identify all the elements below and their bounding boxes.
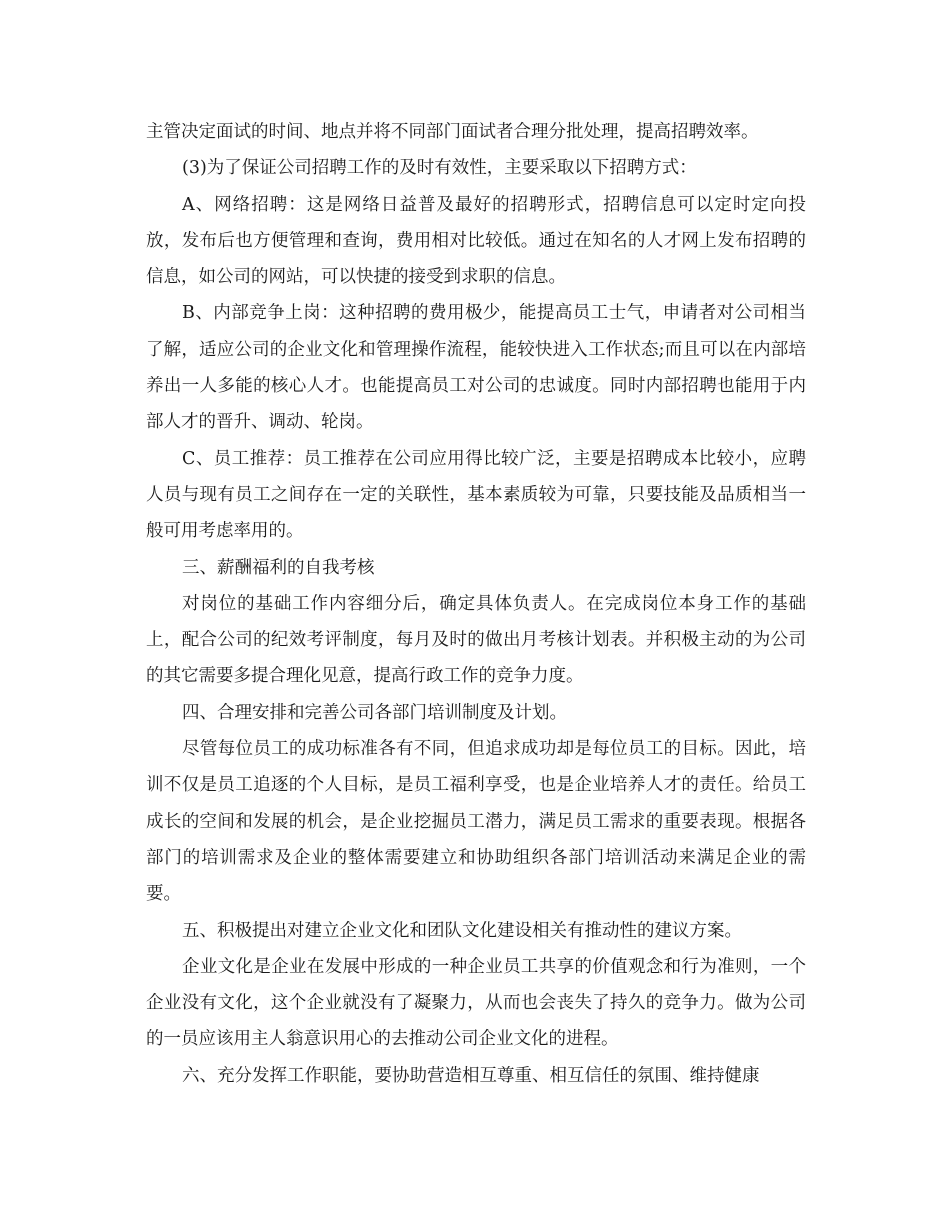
document-body bbox=[146, 114, 806, 1094]
section-heading-training: 四、合理安排和完善公司各部门培训制度及计划。 bbox=[182, 702, 567, 723]
paragraph-internal-competition: B、内部竞争上岗：这种招聘的费用极少，能提高员工士气，申请者对公司相当了解，适应公司的企业文化和管理操作流程，能较快进入工作状态;而且可以在内部培养出一人多能的核心人才。也能提高员工对公司的忠诚度。同时内部招聘也能用于内部人才的晋升、调动、轮岗。 bbox=[146, 303, 806, 433]
paragraph-compensation-assessment: 对岗位的基础工作内容细分后，确定具体负责人。在完成岗位本身工作的基础上，配合公司的纪效考评制度，每月及时的做出月考核计划表。并积极主动的为公司的其它需要多提合理化见意，提高行政工作的竞争力度。 bbox=[146, 593, 806, 687]
section-heading-work-functions: 六、充分发挥工作职能，要协助营造相互尊重、相互信任的氛围、维持健康 bbox=[182, 1065, 760, 1086]
paragraph-training: 尽管每位员工的成功标准各有不同，但追求成功却是每位员工的目标。因此，培训不仅是员工追逐的个人目标，是员工福利享受，也是企业培养人才的责任。给员工成长的空间和发展的机会，是企业挖掘员工潜力，满足员工需求的重要表现。根据各部门的培训需求及企业的整体需要建立和协助组织各部门培训活动来满足企业的需要。 bbox=[146, 739, 806, 905]
paragraph-corporate-culture: 企业文化是企业在发展中形成的一种企业员工共享的价值观念和行为准则，一个企业没有文化，这个企业就没有了凝聚力，从而也会丧失了持久的竞争力。做为公司的一员应该用主人翁意识用心的去推动公司企业文化的进程。 bbox=[146, 956, 806, 1050]
section-heading-compensation: 三、薪酬福利的自我考核 bbox=[182, 557, 375, 578]
paragraph-recruitment-methods-intro: (3)为了保证公司招聘工作的及时有效性，主要采取以下招聘方式： bbox=[182, 158, 697, 179]
paragraph-online-recruitment: A、网络招聘：这是网络日益普及最好的招聘形式，招聘信息可以定时定向投放，发布后也方便管理和查询，费用相对比较低。通过在知名的人才网上发布招聘的信息，如公司的网站，可以快捷的接受到求职的信息。 bbox=[146, 194, 806, 288]
section-heading-corporate-culture: 五、积极提出对建立企业文化和团队文化建设相关有推动性的建议方案。 bbox=[182, 920, 742, 941]
paragraph-employee-referral: C、员工推荐：员工推荐在公司应用得比较广泛，主要是招聘成本比较小，应聘人员与现有员工之间存在一定的关联性，基本素质较为可靠，只要技能及品质相当一般可用考虑率用的。 bbox=[146, 448, 806, 542]
paragraph-continuation: 主管决定面试的时间、地点并将不同部门面试者合理分批处理，提高招聘效率。 bbox=[146, 122, 759, 142]
